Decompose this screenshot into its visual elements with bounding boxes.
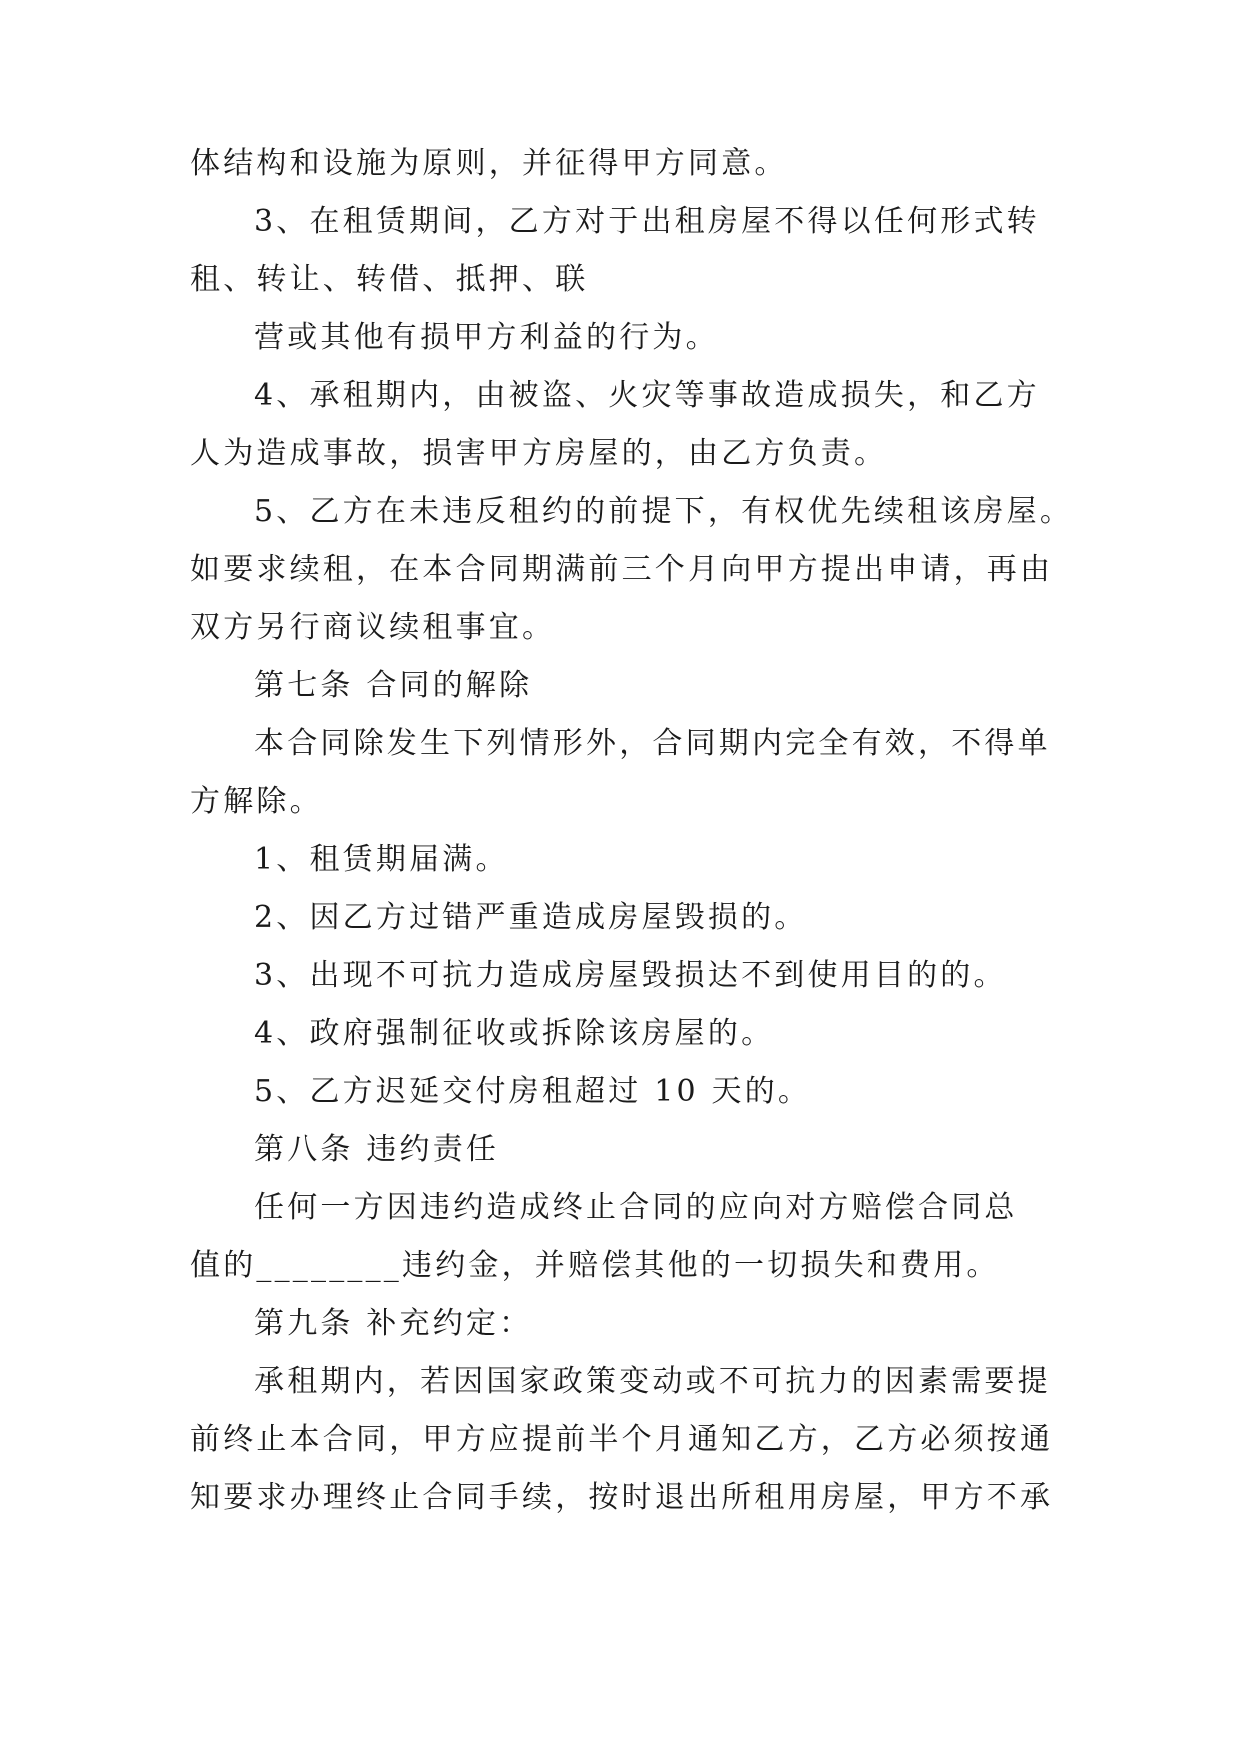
- text-line: 双方另行商议续租事宜。: [190, 610, 556, 645]
- text-line: 4、承租期内，由被盗、火灾等事故造成损失，和乙方: [254, 378, 1040, 413]
- section-heading: 第九条 补充约定：: [254, 1306, 533, 1341]
- text-line: 本合同除发生下列情形外，合同期内完全有效，不得单: [254, 726, 1051, 761]
- text-line: 方解除。: [190, 784, 323, 819]
- text-line: 租、转让、转借、抵押、联: [190, 262, 589, 297]
- text-line: 4、政府强制征收或拆除该房屋的。: [254, 1016, 775, 1051]
- text-line: 如要求续租，在本合同期满前三个月向甲方提出申请，再由: [190, 552, 1054, 587]
- text-line: 体结构和设施为原则，并征得甲方同意。: [190, 146, 788, 181]
- section-heading: 第八条 违约责任: [254, 1132, 500, 1167]
- text-line: 3、在租赁期间，乙方对于出租房屋不得以任何形式转: [254, 204, 1040, 239]
- section-heading: 第七条 合同的解除: [254, 668, 533, 703]
- text-line: 2、因乙方过错严重造成房屋毁损的。: [254, 900, 808, 935]
- text-line: 前终止本合同，甲方应提前半个月通知乙方，乙方必须按通: [190, 1422, 1054, 1457]
- text-line: 值的________违约金，并赔偿其他的一切损失和费用。: [190, 1248, 1000, 1283]
- text-line: 人为造成事故，损害甲方房屋的，由乙方负责。: [190, 436, 888, 471]
- text-line: 3、出现不可抗力造成房屋毁损达不到使用目的的。: [254, 958, 1007, 993]
- text-line: 营或其他有损甲方利益的行为。: [254, 320, 719, 355]
- text-line: 承租期内，若因国家政策变动或不可抗力的因素需要提: [254, 1364, 1051, 1399]
- text-line: 任何一方因违约造成终止合同的应向对方赔偿合同总: [254, 1190, 1018, 1225]
- text-line: 5、乙方迟延交付房租超过 10 天的。: [254, 1074, 812, 1109]
- text-line: 5、乙方在未违反租约的前提下，有权优先续租该房屋。: [254, 494, 1074, 529]
- text-line: 知要求办理终止合同手续，按时退出所租用房屋，甲方不承: [190, 1480, 1054, 1515]
- text-line: 1、租赁期届满。: [254, 842, 509, 877]
